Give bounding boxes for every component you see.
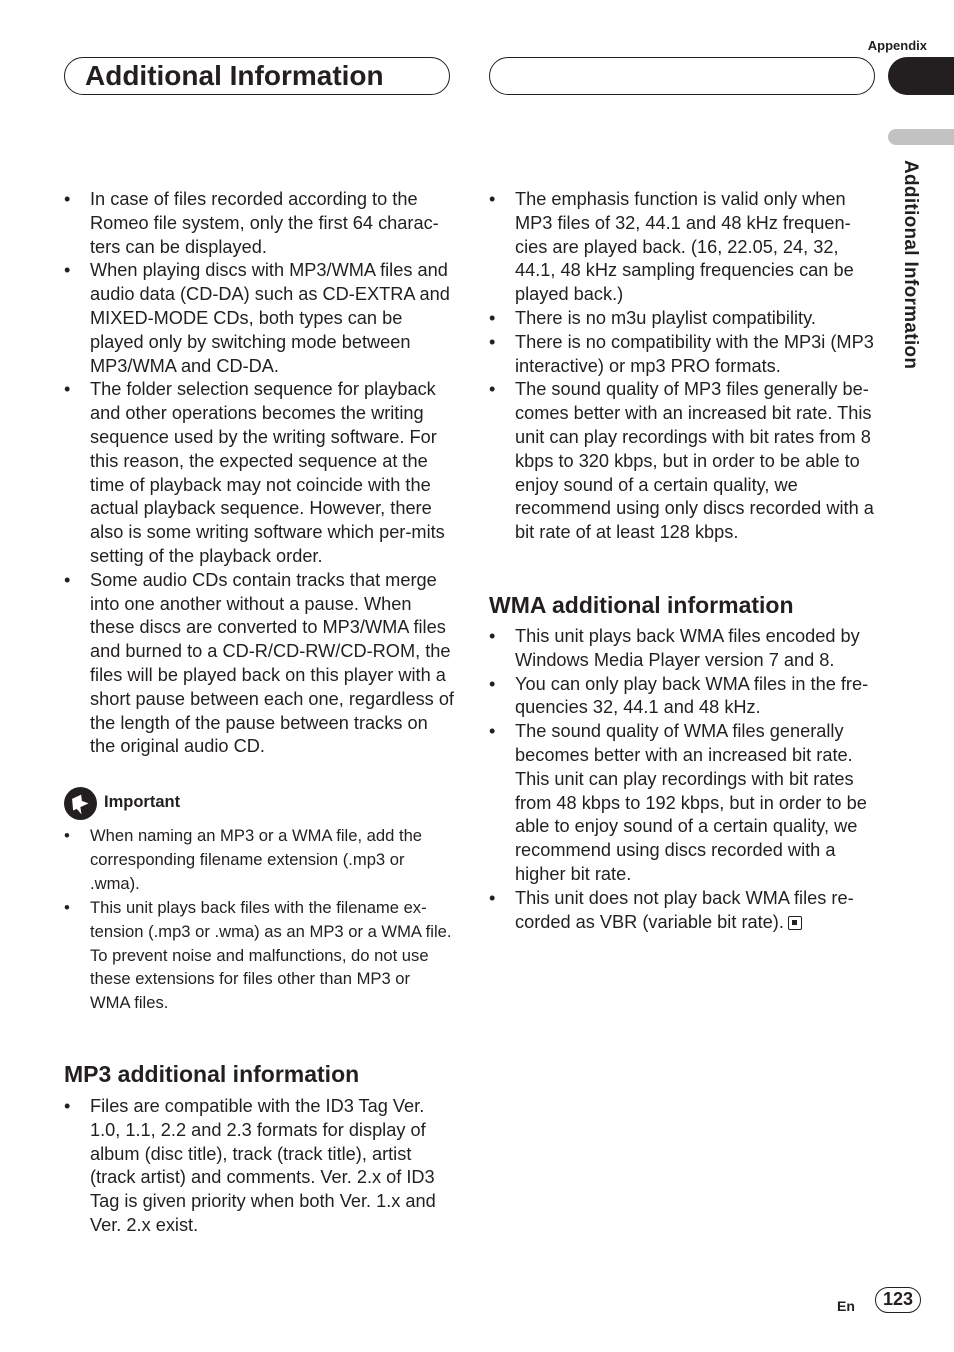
list-item-text: This unit does not play back WMA files re-corded as VBR (variable bit rate).: [515, 887, 854, 932]
gray-tab-marker: [888, 129, 954, 145]
right-bullet-list: [489, 188, 879, 545]
important-bullet-list: [64, 824, 454, 1015]
mp3-heading: MP3 additional information: [64, 1061, 360, 1087]
right-column: [489, 188, 879, 545]
list-item: • You can only play back WMA files in the fre-quencies 32, 44.1 and 48 kHz.: [489, 673, 879, 721]
list-item: • This unit plays back WMA files encoded by Windows Media Player version 7 and 8.: [489, 625, 879, 673]
mp3-list-wrapper: [64, 1095, 454, 1238]
black-tab-marker: [888, 57, 954, 95]
list-item: [489, 887, 879, 935]
wma-bullet-list: [489, 625, 879, 934]
wma-heading: WMA additional information: [489, 592, 794, 618]
left-bullet-list: [64, 188, 454, 759]
appendix-label: Appendix: [867, 38, 927, 53]
blank-header-box: [489, 57, 875, 95]
language-label: En: [837, 1298, 855, 1314]
page-number: 123: [875, 1287, 921, 1313]
list-item: • There is no compatibility with the MP3i (MP3 interactive) or mp3 PRO formats.: [489, 331, 879, 379]
list-item: • Files are compatible with the ID3 Tag Ver. 1.0, 1.1, 2.2 and 2.3 formats for display of album (disc title), track (track title), artist (track artist) and comments. Ver. 2.x of ID3 Tag is given priority when both Ver. 1.x and Ver. 2.x exist.: [64, 1095, 454, 1238]
important-list-wrapper: [64, 824, 454, 1015]
left-column: [64, 188, 454, 759]
section-title-box: [64, 57, 450, 95]
wma-list-wrapper: [489, 625, 879, 934]
list-item: • Some audio CDs contain tracks that merge into one another without a pause. When these discs are converted to MP3/WMA files and burned to a CD-R/CD-RW/CD-ROM, the files will be played back on this player with a short pause between each one, regardless of the length of the pause between tracks on the original audio CD.: [64, 569, 454, 759]
list-item: • In case of files recorded according to the Romeo file system, only the first 64 charac-ters can be displayed.: [64, 188, 454, 259]
list-item: • When playing discs with MP3/WMA files and audio data (CD-DA) such as CD-EXTRA and MIXED-MODE CDs, both types can be played only by switching mode between MP3/WMA and CD-DA.: [64, 259, 454, 378]
list-item: • The folder selection sequence for playback and other operations becomes the writing sequence used by the writing software. For this reason, the expected sequence at the time of playback may not coincide with the actual playback sequence. However, there also is some writing software which per-mits setting of the playback order.: [64, 378, 454, 568]
end-mark-icon: [788, 916, 802, 930]
side-tab-label: Additional Information: [900, 160, 921, 370]
list-item: • The sound quality of WMA files generally becomes better with an increased bit rate. This unit can play recordings with bit rates from 48 kbps to 192 kbps, but in order to be able to enjoy sound of a certain quality, we recommend using discs recorded with a higher bit rate.: [489, 720, 879, 887]
list-item: • This unit plays back files with the filename ex-tension (.mp3 or .wma) as an MP3 or a WMA file. To prevent noise and malfunctions, do not use these extensions for files other than MP3 or WMA files.: [64, 896, 454, 1016]
important-label: Important: [104, 793, 181, 811]
list-item: • There is no m3u playlist compatibility.: [489, 307, 879, 331]
important-icon: [64, 787, 97, 820]
list-item: • The sound quality of MP3 files generally be-comes better with an increased bit rate. This unit can play recordings with bit rates from 8 kbps to 320 kbps, but in order to be able to enjoy sound of a certain quality, we recommend using only discs recorded with a bit rate of at least 128 kbps.: [489, 378, 879, 545]
list-item: • When naming an MP3 or a WMA file, add the corresponding filename extension (.mp3 or .wma).: [64, 824, 454, 896]
page-title: Additional Information: [85, 60, 384, 91]
mp3-bullet-list: [64, 1095, 454, 1238]
list-item: • The emphasis function is valid only when MP3 files of 32, 44.1 and 48 kHz frequen-cies are played back. (16, 22.05, 24, 32, 44.1, 48 kHz sampling frequencies can be played back.): [489, 188, 879, 307]
